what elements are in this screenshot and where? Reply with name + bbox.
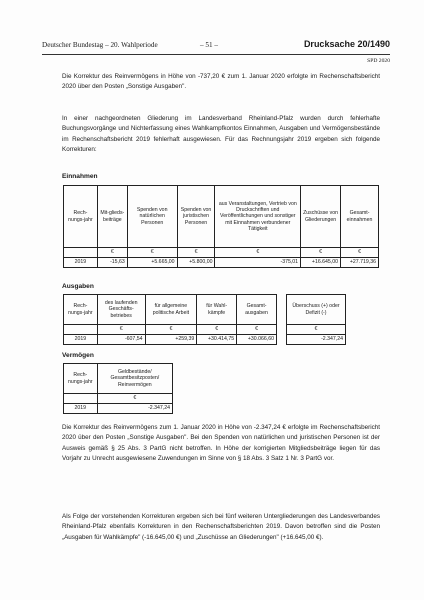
value-cell: +5.665,00 xyxy=(127,258,177,268)
year-cell: 2019 xyxy=(64,404,98,414)
column-header: Zuschüsse von Gliederungen xyxy=(301,186,341,248)
table-header-row xyxy=(64,186,379,248)
section-title-ausgaben: Ausgaben xyxy=(62,283,94,290)
vermoegen-table xyxy=(63,363,173,414)
document-id: SPD 2020 xyxy=(367,58,390,64)
value-cell: -375,01 xyxy=(215,258,301,268)
table-header-row xyxy=(287,295,346,325)
unit-cell: € xyxy=(341,248,379,258)
unit-cell: € xyxy=(97,325,145,335)
value-cell: +30.066,60 xyxy=(237,335,277,345)
value-cell: -2.347,24 xyxy=(287,335,346,345)
column-header: des laufenden Geschäfts-betriebes xyxy=(97,295,145,325)
column-header: Rech-nungs-jahr xyxy=(64,295,98,325)
table-row xyxy=(287,335,346,345)
value-cell: +5.800,00 xyxy=(177,258,215,268)
section-title-vermoegen: Vermögen xyxy=(62,352,94,359)
table-header-row xyxy=(64,364,173,394)
paragraph-reinvermoegen-correction: Die Korrektur des Reinvermögens in Höhe von -737,20 € zum 1. Januar 2020 erfolgte im Rechenschaftsbericht 2020 über den Posten „Sonstige Ausgaben". xyxy=(62,73,380,91)
column-header: Spenden von juristischen Personen xyxy=(177,186,215,248)
paragraph-rheinland-pfalz: In einer nachgeordneten Gliederung im Landesverband Rheinland-Pfalz wurden durch fehlerhafte Buchungsvorgänge und Nichterfassung eines Wahlkampfkontos Einnahmen, Ausgaben und Vermögensbestände im Rechenschaftsbericht 2019 fehlerhaft ausgewiesen. Für das Rechnungsjahr 2019 ergeben sich folgende Korrekturen: xyxy=(62,115,380,153)
unit-cell: € xyxy=(177,248,215,258)
table-header-row xyxy=(64,295,277,325)
page-number: – 51 – xyxy=(200,41,218,49)
value-cell: -2.347,24 xyxy=(97,404,172,414)
unit-row xyxy=(64,325,277,335)
unit-cell: € xyxy=(97,248,127,258)
empty-cell xyxy=(64,325,98,335)
document-number: Drucksache 20/1490 xyxy=(303,39,390,49)
column-header: für allgemeine politische Arbeit xyxy=(145,295,197,325)
value-cell: +30.414,75 xyxy=(197,335,237,345)
ueberschuss-table xyxy=(286,294,346,345)
empty-cell xyxy=(64,248,98,258)
paragraph-folgekorrekturen: Als Folge der vorstehenden Korrekturen ergeben sich bei fünf weiteren Untergliederungen des Landesverbandes Rheinland-Pfalz ebenfalls Korrekturen in den Rechenschaftsberichten 2019. Davon betroffen sind die Posten „Ausgaben für Wahlkämpfe" (-16.645,00 €) und „Zuschüsse an Gliederungen" (+16.645,00 €). xyxy=(62,513,380,541)
column-header: Geldbestände/ Gesamtbesitzposten/ Reinvermögen xyxy=(97,364,172,394)
unit-row xyxy=(64,394,173,404)
column-header: Spenden von natürlichen Personen xyxy=(127,186,177,248)
column-header: Rech-nungs-jahr xyxy=(64,186,98,248)
paragraph-reinvermoegen-2020: Die Korrektur des Reinvermögens zum 1. Januar 2020 in Höhe von -2.347,24 € erfolgte im Rechenschaftsbericht 2020 über den Posten „Sonstige Ausgaben". Bei den Spenden von natürlichen und juristischen Personen ist der Ausweis gemäß § 25 Abs. 3 PartG nicht betroffen. In Höhe der korrigierten Mitgliedsbeiträge liegen für das Vorjahr zu Unrecht ausgewiesene Zuwendungen im Sinne von § 18 Abs. 3 Satz 1 Nr. 3 PartG vor. xyxy=(62,424,380,462)
section-title-einnahmen: Einnahmen xyxy=(62,173,98,180)
column-header: Mit-glieds-beiträge xyxy=(97,186,127,248)
column-header: für Wahl-kämpfe xyxy=(197,295,237,325)
column-header: Rech-nungs-jahr xyxy=(64,364,98,394)
einnahmen-table xyxy=(63,185,379,268)
value-cell: -15,63 xyxy=(97,258,127,268)
unit-cell: € xyxy=(301,248,341,258)
page-header xyxy=(42,40,390,52)
unit-cell: € xyxy=(127,248,177,258)
column-header: Gesamt-ausgaben xyxy=(237,295,277,325)
column-header: Überschuss (+) oder Defizit (-) xyxy=(287,295,346,325)
header-rule xyxy=(42,54,390,55)
column-header: aus Veranstaltungen, Vertrieb von Druckschriften und Veröffentlichungen und sonstiger mit Einnahmen verbundener Tätigkeit xyxy=(215,186,301,248)
value-cell: +16.645,00 xyxy=(301,258,341,268)
column-header: Gesamt-einnahmen xyxy=(341,186,379,248)
table-row xyxy=(64,335,277,345)
unit-cell: € xyxy=(97,394,172,404)
value-cell: +27.719,36 xyxy=(341,258,379,268)
year-cell: 2019 xyxy=(64,258,98,268)
unit-cell: € xyxy=(287,325,346,335)
unit-row xyxy=(287,325,346,335)
table-row xyxy=(64,404,173,414)
ausgaben-table xyxy=(63,294,277,345)
header-periodical: Deutscher Bundestag – 20. Wahlperiode xyxy=(42,41,158,49)
unit-row xyxy=(64,248,379,258)
unit-cell: € xyxy=(237,325,277,335)
empty-cell xyxy=(64,394,98,404)
value-cell: +259,39 xyxy=(145,335,197,345)
unit-cell: € xyxy=(197,325,237,335)
value-cell: -607,54 xyxy=(97,335,145,345)
year-cell: 2019 xyxy=(64,335,98,345)
unit-cell: € xyxy=(215,248,301,258)
unit-cell: € xyxy=(145,325,197,335)
table-row xyxy=(64,258,379,268)
